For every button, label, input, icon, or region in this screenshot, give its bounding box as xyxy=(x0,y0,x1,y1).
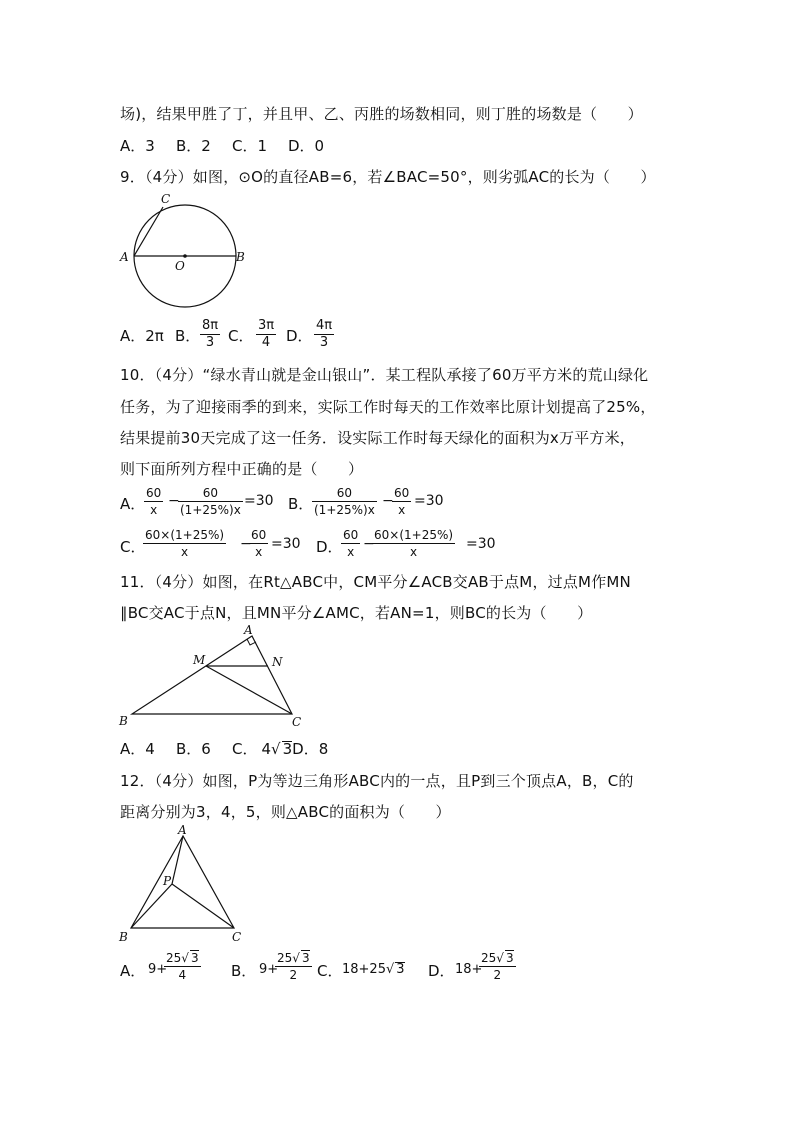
denominator: 3 xyxy=(205,335,215,350)
q9-option-b-prefix: B． xyxy=(175,327,201,345)
denominator: x xyxy=(398,503,406,517)
q8-option-c: C．1 xyxy=(232,137,268,155)
q11-label-n: N xyxy=(272,655,283,669)
numerator: 60 xyxy=(251,528,267,542)
q9-label-c: C xyxy=(161,192,171,206)
q10-d-equals: =30 xyxy=(466,536,496,552)
q12-label-c: C xyxy=(232,930,242,944)
coef: 25 xyxy=(481,951,497,965)
q11-label-b: B xyxy=(119,714,128,728)
q11-option-c-coef: 4 xyxy=(261,740,272,758)
q10-option-b-prefix: B． xyxy=(288,495,314,513)
q8-option-a: A．3 xyxy=(120,137,155,155)
denominator: x xyxy=(409,545,418,559)
q12-option-c-value xyxy=(342,962,405,977)
q8-option-d: D．0 xyxy=(288,137,325,155)
q12-label-p: P xyxy=(163,874,172,888)
radical-sign: √ xyxy=(181,951,189,965)
q10-d-minus: − xyxy=(363,536,375,552)
denominator: 3 xyxy=(319,335,329,350)
denominator: 4 xyxy=(178,968,187,982)
question-8-stem-end: 场)，结果甲胜了丁，并且甲、乙、丙胜的场数相同，则丁胜的场数是（ ） xyxy=(120,105,643,123)
question-10-line-2: 任务，为了迎接雨季的到来，实际工作时每天的工作效率比原计划提高了25%， xyxy=(120,398,656,416)
q12-option-b-prefix: B． xyxy=(231,962,257,980)
q9-option-c-prefix: C． xyxy=(228,327,254,345)
q10-option-d-prefix: D． xyxy=(316,538,343,556)
q9-option-d-prefix: D． xyxy=(286,327,313,345)
denominator: x xyxy=(150,503,158,517)
q11-option-a: A．4 xyxy=(120,740,155,758)
numerator: 60 xyxy=(394,486,410,500)
radical-sign: √ xyxy=(292,951,300,965)
q11-option-d: D．8 xyxy=(292,740,329,758)
question-9-stem: 9．（4分）如图，⊙O的直径AB=6，若∠BAC=50°，则劣弧AC的长为（ ） xyxy=(120,168,656,186)
q12-d-fraction xyxy=(479,950,516,983)
radicand: 3 xyxy=(190,951,199,965)
radicand: 3 xyxy=(301,951,310,965)
denominator: x xyxy=(180,545,189,559)
question-12-line-1: 12．（4分）如图，P为等边三角形ABC内的一点，且P到三个顶点A，B，C的 xyxy=(120,772,634,790)
numerator: 60 xyxy=(343,528,359,542)
q12-b-fraction xyxy=(275,950,312,983)
q12-b-integer: 9+ xyxy=(259,962,279,977)
q12-option-d-prefix: D． xyxy=(428,962,455,980)
q10-b-equals: =30 xyxy=(414,493,444,509)
radical-sign: √ xyxy=(496,951,504,965)
radicand: 3 xyxy=(396,962,405,977)
denominator: 2 xyxy=(493,968,502,982)
q10-c-minus: − xyxy=(240,536,252,552)
question-10-line-4: 则下面所列方程中正确的是（ ） xyxy=(120,460,364,478)
q12-d-integer: 18+ xyxy=(455,962,483,977)
radical-sign: √ xyxy=(385,962,395,977)
denominator: (1+25%)x xyxy=(180,503,241,517)
radicand: 3 xyxy=(505,951,514,965)
q12-label-b: B xyxy=(119,930,128,944)
question-11-line-2: ∥BC交AC于点N，且MN平分∠AMC，若AN=1，则BC的长为（ ） xyxy=(120,604,593,622)
question-10-line-1: 10．（4分）“绿水青山就是金山银山”．某工程队承接了60万平方米的荒山绿化 xyxy=(120,366,649,384)
denominator: x xyxy=(255,545,263,559)
numerator: 8π xyxy=(202,318,219,333)
numerator xyxy=(164,950,201,967)
numerator: 4π xyxy=(316,318,333,333)
denominator: x xyxy=(347,545,355,559)
denominator: 4 xyxy=(261,335,271,350)
question-11-line-1: 11．（4分）如图，在Rt△ABC中，CM平分∠ACB交AB于点M，过点M作MN xyxy=(120,573,631,591)
q12-a-integer: 9+ xyxy=(148,962,168,977)
q11-label-c: C xyxy=(292,715,302,729)
q9-label-b: B xyxy=(236,250,245,264)
q12-label-a: A xyxy=(178,823,187,837)
q10-a-minus: − xyxy=(168,493,180,509)
question-12-line-2: 距离分别为3，4，5，则△ABC的面积为（ ） xyxy=(120,803,451,821)
q10-option-a-prefix: A． xyxy=(120,495,146,513)
numerator: 3π xyxy=(258,318,275,333)
q9-option-a: A．2π xyxy=(120,327,164,345)
numerator: 60 xyxy=(312,485,377,502)
numerator: 60 xyxy=(146,486,162,500)
q12-option-a-prefix: A． xyxy=(120,962,146,980)
coef: 25 xyxy=(166,951,182,965)
q11-option-c-radicand: 3 xyxy=(282,740,293,758)
question-10-line-3: 结果提前30天完成了这一任务．设实际工作时每天绿化的面积为x万平方米， xyxy=(120,429,635,447)
q10-b-minus: − xyxy=(382,493,394,509)
numerator: 60×(1+25%) xyxy=(374,528,454,542)
radical-sign: √ xyxy=(271,740,281,758)
numerator xyxy=(479,950,516,967)
q10-a-equals: =30 xyxy=(244,493,274,509)
q10-c-equals: =30 xyxy=(271,536,301,552)
q11-option-c-prefix: C． xyxy=(232,740,258,758)
denominator: (1+25%)x xyxy=(314,503,375,517)
q11-label-a: A xyxy=(244,623,253,637)
q11-option-b: B．6 xyxy=(176,740,211,758)
q9-label-o: O xyxy=(175,259,185,273)
denominator: 2 xyxy=(289,968,298,982)
q12-option-c-prefix: C． xyxy=(317,962,343,980)
numerator xyxy=(275,950,312,967)
coef: 25 xyxy=(277,951,293,965)
numerator: 60×(1+25%) xyxy=(145,528,225,542)
q12-c-integer: 18+25 xyxy=(342,962,386,977)
q9-label-a: A xyxy=(120,250,129,264)
q8-option-b: B．2 xyxy=(176,137,211,155)
q10-option-c-prefix: C． xyxy=(120,538,146,556)
q11-label-m: M xyxy=(193,653,206,667)
numerator: 60 xyxy=(178,485,243,502)
q12-a-fraction xyxy=(164,950,201,983)
